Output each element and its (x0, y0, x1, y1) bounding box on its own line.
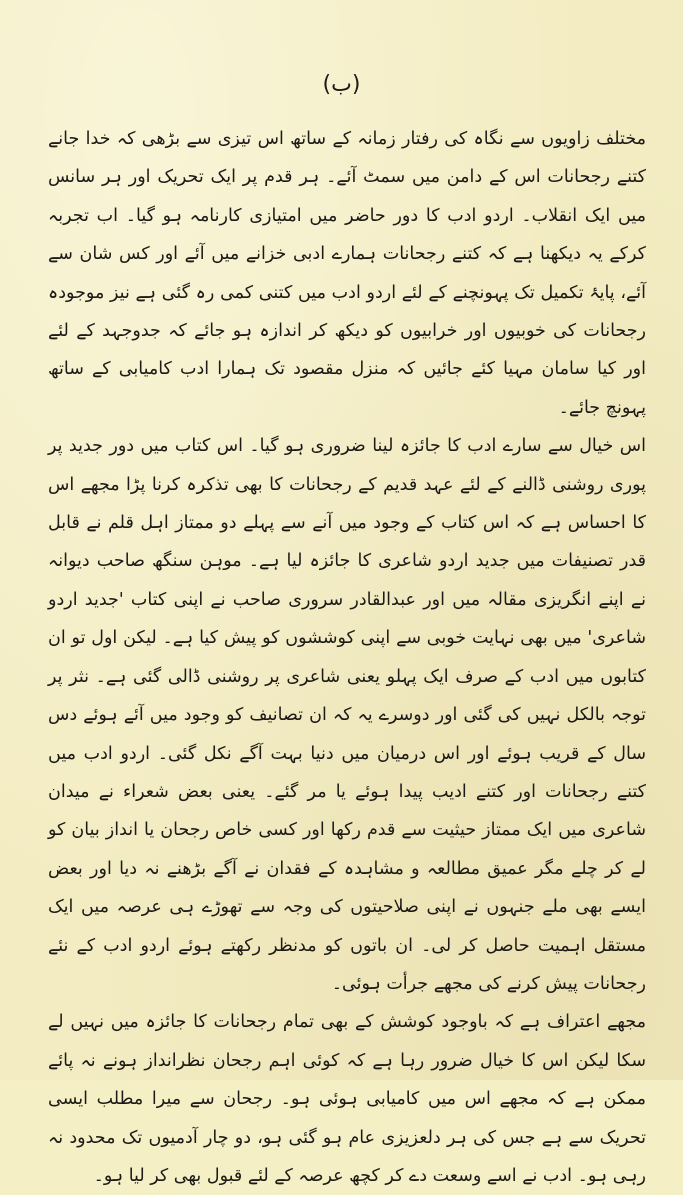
body-text (48, 120, 646, 1195)
paragraph-2: اس خیال سے سارے ادب کا جائزہ لینا ضروری ہو گیا۔ اس کتاب میں دور جدید پر پوری روشنی ڈالنے کے لئے عہد قدیم کے رجحانات کا بھی تذکرہ کرنا پڑا مجھے اس کا احساس ہے کہ اس کتاب کے وجود میں آنے سے پہلے دو ممتاز اہل قلم نے قابل قدر تصنیفات میں جدید اردو شاعری کا جائزہ لیا ہے۔ موہن سنگھ صاحب دیوانہ نے اپنے انگریزی مقالہ میں اور عبدالقادر سروری صاحب نے اپنی کتاب 'جدید اردو شاعری' میں بھی نہایت خوبی سے اپنی کوششوں کو پیش کیا ہے۔ لیکن اول تو ان کتابوں میں ادب کے صرف ایک پہلو یعنی شاعری پر روشنی ڈالی گئی ہے۔ نثر پر توجہ بالکل نہیں کی گئی اور دوسرے یہ کہ ان تصانیف کو وجود میں آئے ہوئے دس سال کے قریب ہوئے اور اس درمیان میں دنیا بہت آگے نکل گئی۔ اردو ادب میں کتنے رجحانات اور کتنے ادیب پیدا ہوئے یا مر گئے۔ یعنی بعض شعراء نے میدان شاعری میں ایک ممتاز حیثیت سے قدم رکھا اور کسی خاص رجحان یا انداز بیان کو لے کر چلے مگر عمیق مطالعہ و مشاہدہ کے فقدان نے آگے بڑھنے نہ دیا اور بعض ایسے بھی ملے جنہوں نے اپنی صلاحیتوں کی وجہ سے تھوڑے ہی عرصہ میں ایک مستقل اہمیت حاصل کر لی۔ ان باتوں کو مدنظر رکھتے ہوئے اردو ادب کے نئے رجحانات پیش کرنے کی مجھے جرأت ہوئی۔ (48, 436, 646, 994)
paragraph-1: مختلف زاویوں سے نگاہ کی رفتار زمانہ کے ساتھ اس تیزی سے بڑھی کہ خدا جانے کتنے رجحانات اس کے دامن میں سمٹ آئے۔ ہر قدم پر ایک تحریک اور ہر سانس میں ایک انقلاب۔ اردو ادب کا دور حاضر میں امتیازی کارنامہ ہو گیا۔ اب تجربہ کرکے یہ دیکھنا ہے کہ کتنے رجحانات ہمارے ادبی خزانے میں آئے اور کس شان سے آئے، پایۂ تکمیل تک پہونچنے کے لئے اردو ادب میں کتنی کمی رہ گئی ہے نیز موجودہ رجحانات کی خوبیوں اور خرابیوں کو دیکھ کر اندازہ ہو جائے کہ جدوجہد کے لئے اور کیا سامان مہیا کئے جائیں کہ منزل مقصود تک ہمارا ادب کامیابی کے ساتھ پہونچ جائے۔ (48, 129, 646, 418)
page-label: (ب) (322, 72, 361, 97)
paragraph-3: مجھے اعتراف ہے کہ باوجود کوشش کے بھی تمام رجحانات کا جائزہ میں نہیں لے سکا لیکن اس کا خیال ضرور رہا ہے کہ کوئی اہم رجحان نظرانداز ہونے نہ پائے ممکن ہے کہ مجھے اس میں کامیابی ہوئی ہو۔ رجحان سے میرا مطلب ایسی تحریک سے ہے جس کی ہر دلعزیزی عام ہو گئی ہو، دو چار آدمیوں تک محدود نہ رہی ہو۔ ادب نے اسے وسعت دے کر کچھ عرصہ کے لئے قبول بھی کر لیا ہو۔ (48, 1012, 646, 1186)
